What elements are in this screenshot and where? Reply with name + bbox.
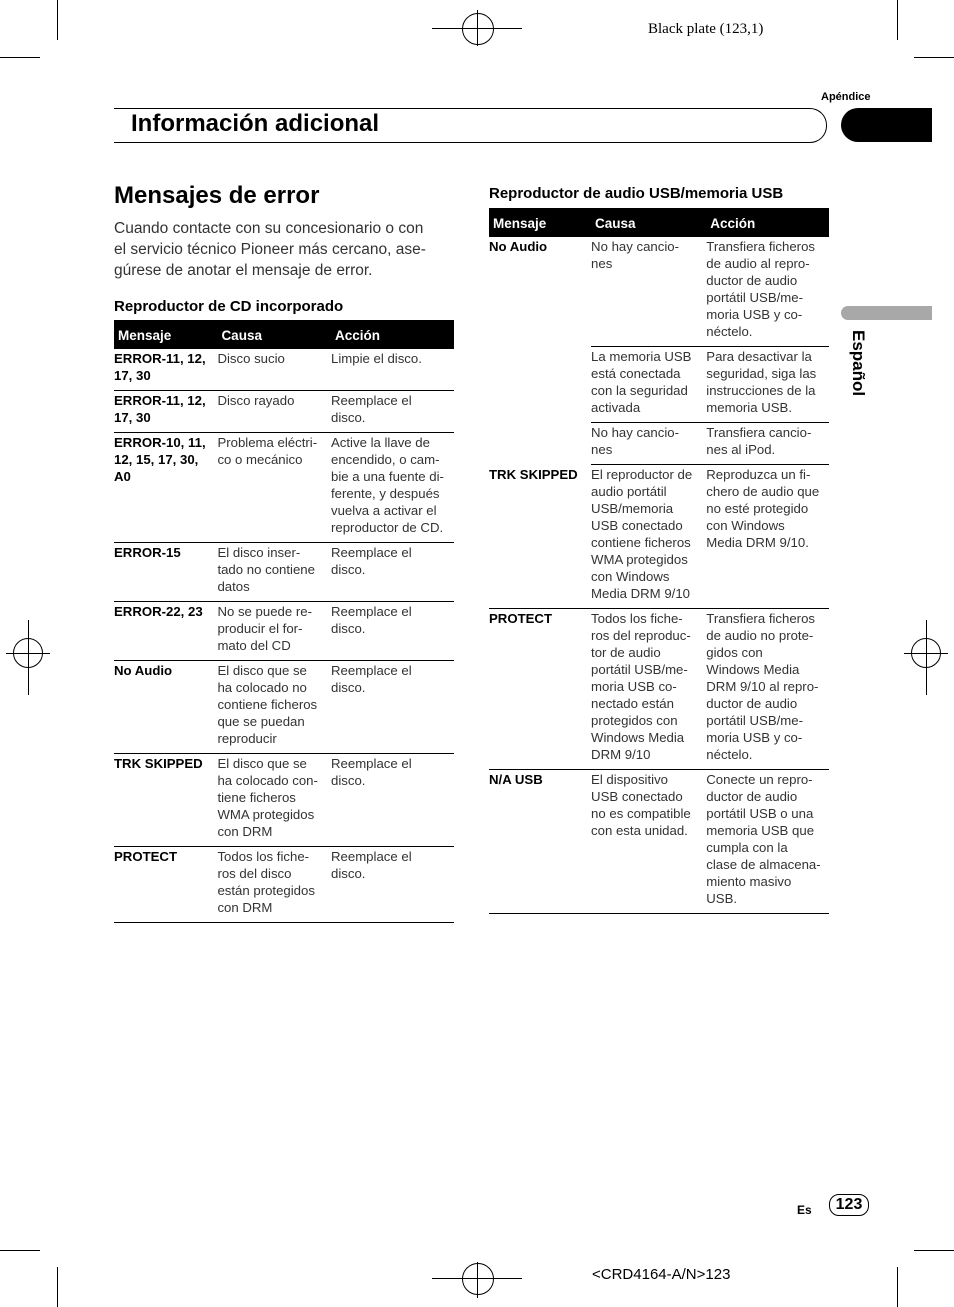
error-action: Reproduzca un fi- chero de audio que no esté protegido con Windows Media DRM 9/10. xyxy=(706,465,829,609)
error-cause: No hay cancio- nes xyxy=(591,423,706,465)
registration-mark xyxy=(911,638,941,668)
language-code: Es xyxy=(797,1203,812,1217)
error-cause: El disco que se ha colocado no contiene ficheros que se puedan reproducir xyxy=(217,661,331,754)
error-message: N/A USB xyxy=(489,770,591,914)
error-action: Conecte un repro- ductor de audio portátil USB o una memoria USB que cumpla con la clase de almacena- miento masivo USB. xyxy=(706,770,829,914)
column-header: Acción xyxy=(331,320,454,349)
error-cause: Todos los fiche- ros del reproduc- tor de audio portátil USB/me- moria USB co- nectado están protegidos con Windows Media DRM 9/10 xyxy=(591,609,706,770)
error-action: Reemplace el disco. xyxy=(331,391,454,433)
error-cause: La memoria USB está conectada con la seguridad activada xyxy=(591,347,706,423)
crop-mark xyxy=(0,1250,40,1251)
crop-mark xyxy=(0,57,40,58)
error-message: ERROR-22, 23 xyxy=(114,602,217,661)
column-header: Causa xyxy=(217,320,331,349)
language-tab-marker xyxy=(841,306,932,320)
error-cause: No hay cancio- nes xyxy=(591,237,706,347)
error-action: Reemplace el disco. xyxy=(331,602,454,661)
error-action: Para desactivar la seguridad, siga las instrucciones de la memoria USB. xyxy=(706,347,829,423)
error-message: ERROR-11, 12, 17, 30 xyxy=(114,349,217,391)
error-action: Reemplace el disco. xyxy=(331,661,454,754)
table-row xyxy=(114,433,454,543)
column-header: Acción xyxy=(706,208,829,237)
table-row xyxy=(489,609,829,770)
table-row xyxy=(489,237,829,347)
table-row xyxy=(489,465,829,609)
crop-mark xyxy=(57,1267,58,1307)
crop-mark xyxy=(914,57,954,58)
plate-label: Black plate (123,1) xyxy=(648,21,764,37)
document-code: <CRD4164-A/N>123 xyxy=(592,1266,731,1283)
table-row xyxy=(114,661,454,754)
error-message: ERROR-11, 12, 17, 30 xyxy=(114,391,217,433)
error-action: Reemplace el disco. xyxy=(331,847,454,923)
column-header: Mensaje xyxy=(114,320,217,349)
crop-mark xyxy=(57,0,58,40)
error-cause: El dispositivo USB conectado no es compatible con esta unidad. xyxy=(591,770,706,914)
crop-mark xyxy=(897,1267,898,1307)
registration-mark xyxy=(13,638,43,668)
error-message: ERROR-10, 11, 12, 15, 17, 30, A0 xyxy=(114,433,217,543)
intro-text: Cuando contacte con su concesionario o con el servicio técnico Pioneer más cercano, ase- gúrese de anotar el mensaje de error. xyxy=(114,220,426,279)
error-action: Reemplace el disco. xyxy=(331,543,454,602)
cd-table-title: Reproductor de CD incorporado xyxy=(114,298,344,315)
error-message: TRK SKIPPED xyxy=(489,465,591,609)
crop-mark xyxy=(897,0,898,40)
error-action: Transfiera ficheros de audio no prote- gidos con Windows Media DRM 9/10 al repro- ductor de audio portátil USB/me- moria USB y co- néctelo. xyxy=(706,609,829,770)
table-row xyxy=(114,847,454,923)
table-row xyxy=(114,391,454,433)
crop-mark xyxy=(914,1250,954,1251)
chapter-tab xyxy=(841,108,932,142)
error-cause: No se puede re- producir el for- mato del CD xyxy=(217,602,331,661)
error-cause: Todos los fiche- ros del disco están protegidos con DRM xyxy=(217,847,331,923)
error-cause: El reproductor de audio portátil USB/memoria USB conectado contiene ficheros WMA protegidos con Windows Media DRM 9/10 xyxy=(591,465,706,609)
column-header: Mensaje xyxy=(489,208,591,237)
error-message: PROTECT xyxy=(489,609,591,770)
error-action: Transfiera ficheros de audio al repro- ductor de audio portátil USB/me- moria USB y co- néctelo. xyxy=(706,237,829,347)
error-message: No Audio xyxy=(114,661,217,754)
error-message: TRK SKIPPED xyxy=(114,754,217,847)
error-message: PROTECT xyxy=(114,847,217,923)
error-action: Reemplace el disco. xyxy=(331,754,454,847)
table-row xyxy=(114,349,454,391)
language-tab: Español xyxy=(849,330,868,397)
registration-mark xyxy=(462,1263,494,1295)
usb-error-table xyxy=(489,208,829,914)
column-header: Causa xyxy=(591,208,706,237)
banner-title: Información adicional xyxy=(131,110,380,137)
error-cause: Disco sucio xyxy=(217,349,331,391)
error-action: Limpie el disco. xyxy=(331,349,454,391)
table-row xyxy=(114,754,454,847)
table-row xyxy=(489,770,829,914)
registration-mark xyxy=(462,13,494,45)
error-cause: El disco inser- tado no contiene datos xyxy=(217,543,331,602)
error-message: ERROR-15 xyxy=(114,543,217,602)
cd-error-table xyxy=(114,320,454,923)
usb-table-title: Reproductor de audio USB/memoria USB xyxy=(489,185,784,202)
error-message: No Audio xyxy=(489,239,548,254)
page-title: Mensajes de error xyxy=(114,182,320,209)
table-row xyxy=(114,602,454,661)
error-action: Transfiera cancio- nes al iPod. xyxy=(706,423,829,465)
table-row xyxy=(114,543,454,602)
error-cause: Problema eléctri- co o mecánico xyxy=(217,433,331,543)
section-label: Apéndice xyxy=(821,91,871,103)
error-action: Active la llave de encendido, o cam- bie a una fuente di- ferente, y después vuelva a activar el reproductor de CD. xyxy=(331,433,454,543)
page-number: 123 xyxy=(829,1194,869,1216)
error-cause: El disco que se ha colocado con- tiene ficheros WMA protegidos con DRM xyxy=(217,754,331,847)
error-cause: Disco rayado xyxy=(217,391,331,433)
